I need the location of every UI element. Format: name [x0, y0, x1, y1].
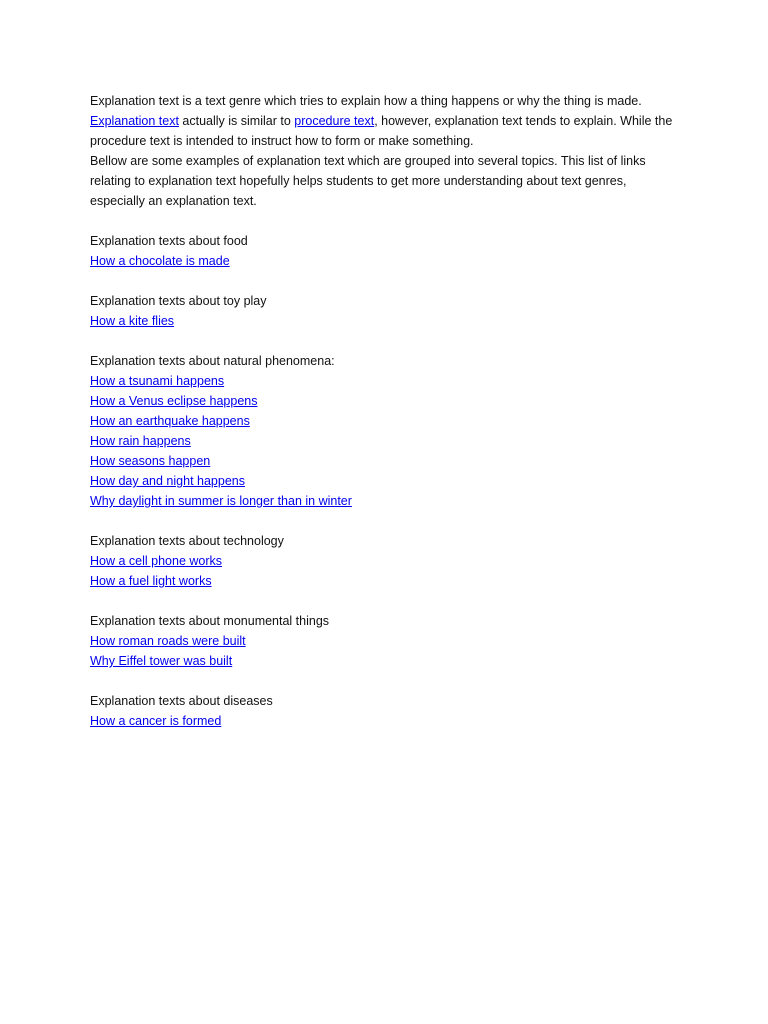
- topic-section: [90, 231, 680, 271]
- topic-link-list: [90, 631, 680, 671]
- list-item: [90, 571, 680, 591]
- article-link[interactable]: How roman roads were built: [90, 634, 246, 648]
- topic-link-list: [90, 711, 680, 731]
- list-item: [90, 371, 680, 391]
- article-link[interactable]: How a chocolate is made: [90, 254, 230, 268]
- article-link[interactable]: How a fuel light works: [90, 574, 212, 588]
- list-item: [90, 311, 680, 331]
- topic-section: [90, 291, 680, 331]
- list-item: [90, 431, 680, 451]
- explanation-text-link[interactable]: Explanation text: [90, 114, 179, 128]
- intro-sentence-3: Bellow are some examples of explanation text which are grouped into several topics. This list of links relating to explanation text hopefully helps students to get more understanding about text genres, especially an explanation text.: [90, 154, 646, 208]
- article-link[interactable]: How day and night happens: [90, 474, 245, 488]
- list-item: [90, 711, 680, 731]
- topic-link-list: [90, 551, 680, 591]
- topic-heading: Explanation texts about food: [90, 234, 248, 248]
- topic-section: [90, 611, 680, 671]
- topic-section: [90, 691, 680, 731]
- article-link[interactable]: How a cancer is formed: [90, 714, 222, 728]
- article-link[interactable]: How an earthquake happens: [90, 414, 250, 428]
- topic-heading: Explanation texts about diseases: [90, 694, 273, 708]
- article-link[interactable]: Why daylight in summer is longer than in winter: [90, 494, 352, 508]
- list-item: [90, 251, 680, 271]
- topic-section: [90, 531, 680, 591]
- list-item: [90, 651, 680, 671]
- article-link[interactable]: How a cell phone works: [90, 554, 223, 568]
- intro-paragraph-3: [90, 151, 680, 211]
- article-link[interactable]: How a Venus eclipse happens: [90, 394, 258, 408]
- intro-sentence-1: Explanation text is a text genre which tries to explain how a thing happens or why the thing is made.: [90, 94, 642, 108]
- topic-heading: Explanation texts about monumental things: [90, 614, 330, 628]
- procedure-text-link[interactable]: procedure text: [294, 114, 375, 128]
- topic-heading: Explanation texts about toy play: [90, 294, 267, 308]
- article-link[interactable]: How rain happens: [90, 434, 191, 448]
- list-item: [90, 551, 680, 571]
- article-link[interactable]: How seasons happen: [90, 454, 211, 468]
- list-item: [90, 451, 680, 471]
- intro-connector-2: , however, explanation text tends to explain. While the procedure text is intended to instruct how to form or make something.: [90, 114, 673, 148]
- intro-section: [90, 91, 680, 211]
- topic-link-list: [90, 251, 680, 271]
- topic-link-list: [90, 371, 680, 511]
- topics-container: [90, 231, 680, 731]
- list-item: [90, 411, 680, 431]
- intro-line-1: [90, 91, 680, 111]
- topic-link-list: [90, 311, 680, 331]
- document-page: [90, 91, 680, 731]
- list-item: [90, 391, 680, 411]
- list-item: [90, 631, 680, 651]
- topic-section: [90, 351, 680, 511]
- article-link[interactable]: How a tsunami happens: [90, 374, 225, 388]
- topic-heading: Explanation texts about natural phenomena:: [90, 354, 335, 368]
- intro-line-2: [90, 111, 680, 151]
- list-item: [90, 471, 680, 491]
- article-link[interactable]: Why Eiffel tower was built: [90, 654, 233, 668]
- article-link[interactable]: How a kite flies: [90, 314, 175, 328]
- intro-connector-1: actually is similar to: [178, 114, 295, 128]
- topic-heading: Explanation texts about technology: [90, 534, 284, 548]
- list-item: [90, 491, 680, 511]
